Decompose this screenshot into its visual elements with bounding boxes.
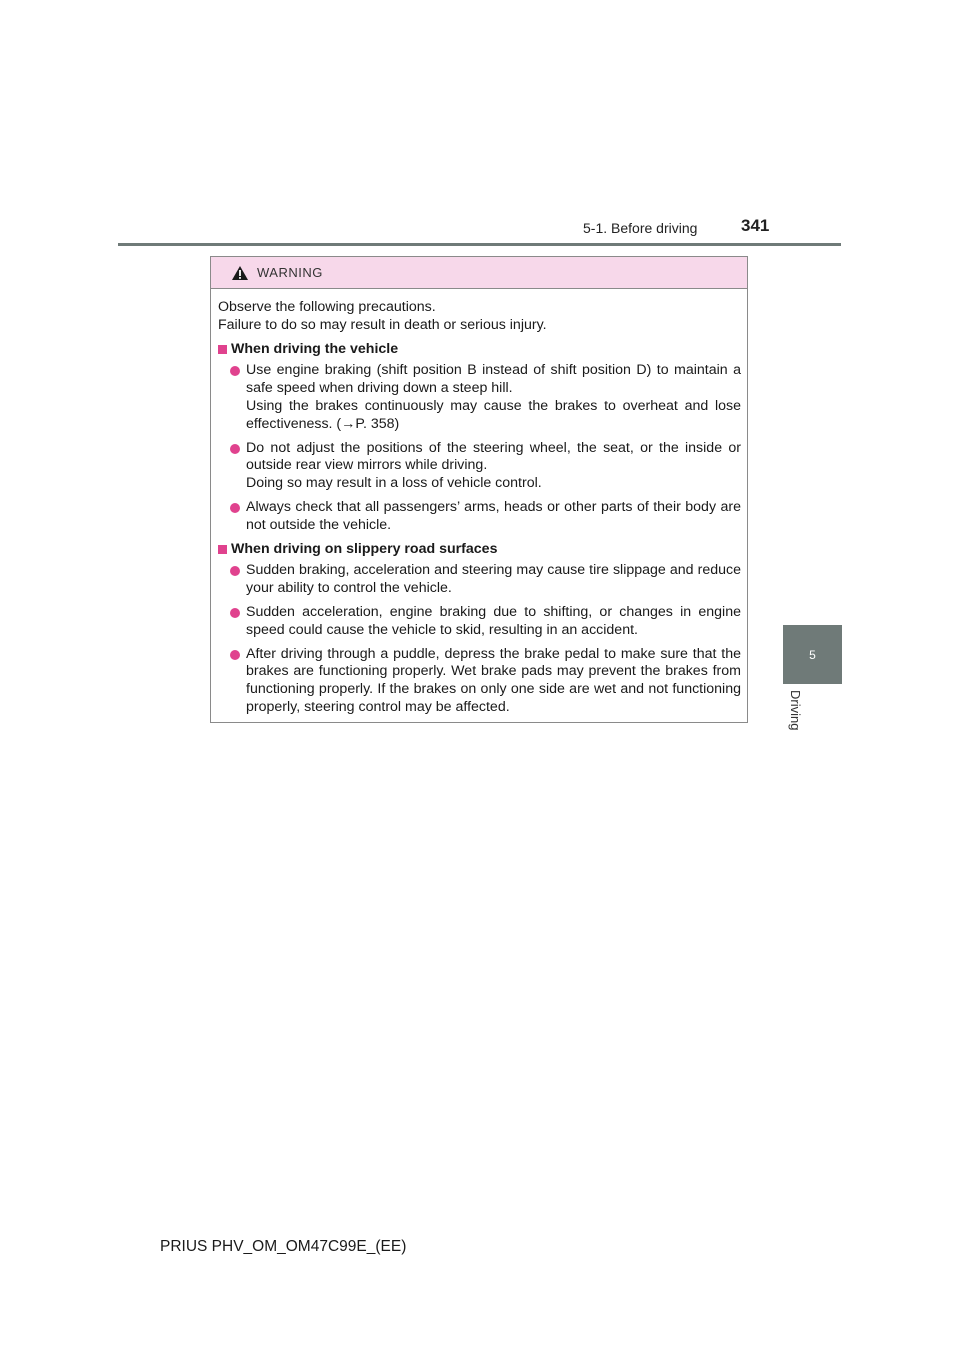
bullet-text: Do not adjust the positions of the steering wheel, the seat, or the inside or outside rear view mirrors while driving. (246, 439, 741, 474)
bullet-item (230, 604, 741, 640)
warning-title: WARNING (257, 265, 323, 280)
bullet-text: Sudden acceleration, engine braking due to shifting, or changes in engine speed could cause the vehicle to skid, resulting in an accident. (246, 603, 741, 638)
warning-header (211, 257, 747, 289)
bullet-item (230, 440, 741, 493)
square-bullet-icon (218, 545, 227, 554)
warning-box (210, 256, 748, 723)
chapter-tab (783, 625, 842, 684)
chapter-number: 5 (809, 647, 816, 662)
subsection-heading-text: When driving the vehicle (231, 340, 399, 357)
intro-line: Observe the following precautions. (218, 299, 436, 315)
bullet-text: Always check that all passengers’ arms, heads or other parts of their body are not outside the vehicle. (246, 498, 741, 533)
section-title: 5-1. Before driving (583, 220, 698, 236)
round-bullet-icon (230, 608, 240, 618)
subsection-heading (218, 541, 741, 559)
page-number: 341 (741, 216, 770, 235)
bullet-text: Using the brakes continuously may cause the brakes to overheat and lose effectiveness. (→P. 358) (246, 397, 741, 432)
square-bullet-icon (218, 345, 227, 354)
bullet-text: Doing so may result in a loss of vehicle control. (246, 475, 542, 492)
subsection-heading-text: When driving on slippery road surfaces (231, 540, 498, 557)
round-bullet-icon (230, 566, 240, 576)
bullet-item (230, 646, 741, 717)
subsection-heading (218, 341, 741, 359)
header-divider (118, 243, 841, 246)
round-bullet-icon (230, 650, 240, 660)
warning-body (211, 289, 747, 717)
bullet-text: After driving through a puddle, depress the brake pedal to make sure that the brakes are functioning properly. Wet brake pads may prevent the brakes from functioning properly. If the brakes on only one side are wet and not functioning properly, steering control may be affected. (246, 645, 741, 715)
document-code: PRIUS PHV_OM_OM47C99E_(EE) (160, 1238, 407, 1255)
round-bullet-icon (230, 503, 240, 513)
chapter-label: Driving (788, 690, 803, 731)
bullet-item (230, 562, 741, 598)
round-bullet-icon (230, 444, 240, 454)
round-bullet-icon (230, 366, 240, 376)
bullet-text: Sudden braking, acceleration and steering may cause tire slippage and reduce your ability to control the vehicle. (246, 562, 741, 597)
warning-intro (218, 299, 741, 335)
bullet-text: Use engine braking (shift position B instead of shift position D) to maintain a safe speed when driving down a steep hill. (246, 362, 741, 397)
intro-line: Failure to do so may result in death or serious injury. (218, 316, 547, 333)
bullet-item (230, 499, 741, 535)
warning-triangle-icon (231, 265, 249, 281)
bullet-item (230, 362, 741, 433)
